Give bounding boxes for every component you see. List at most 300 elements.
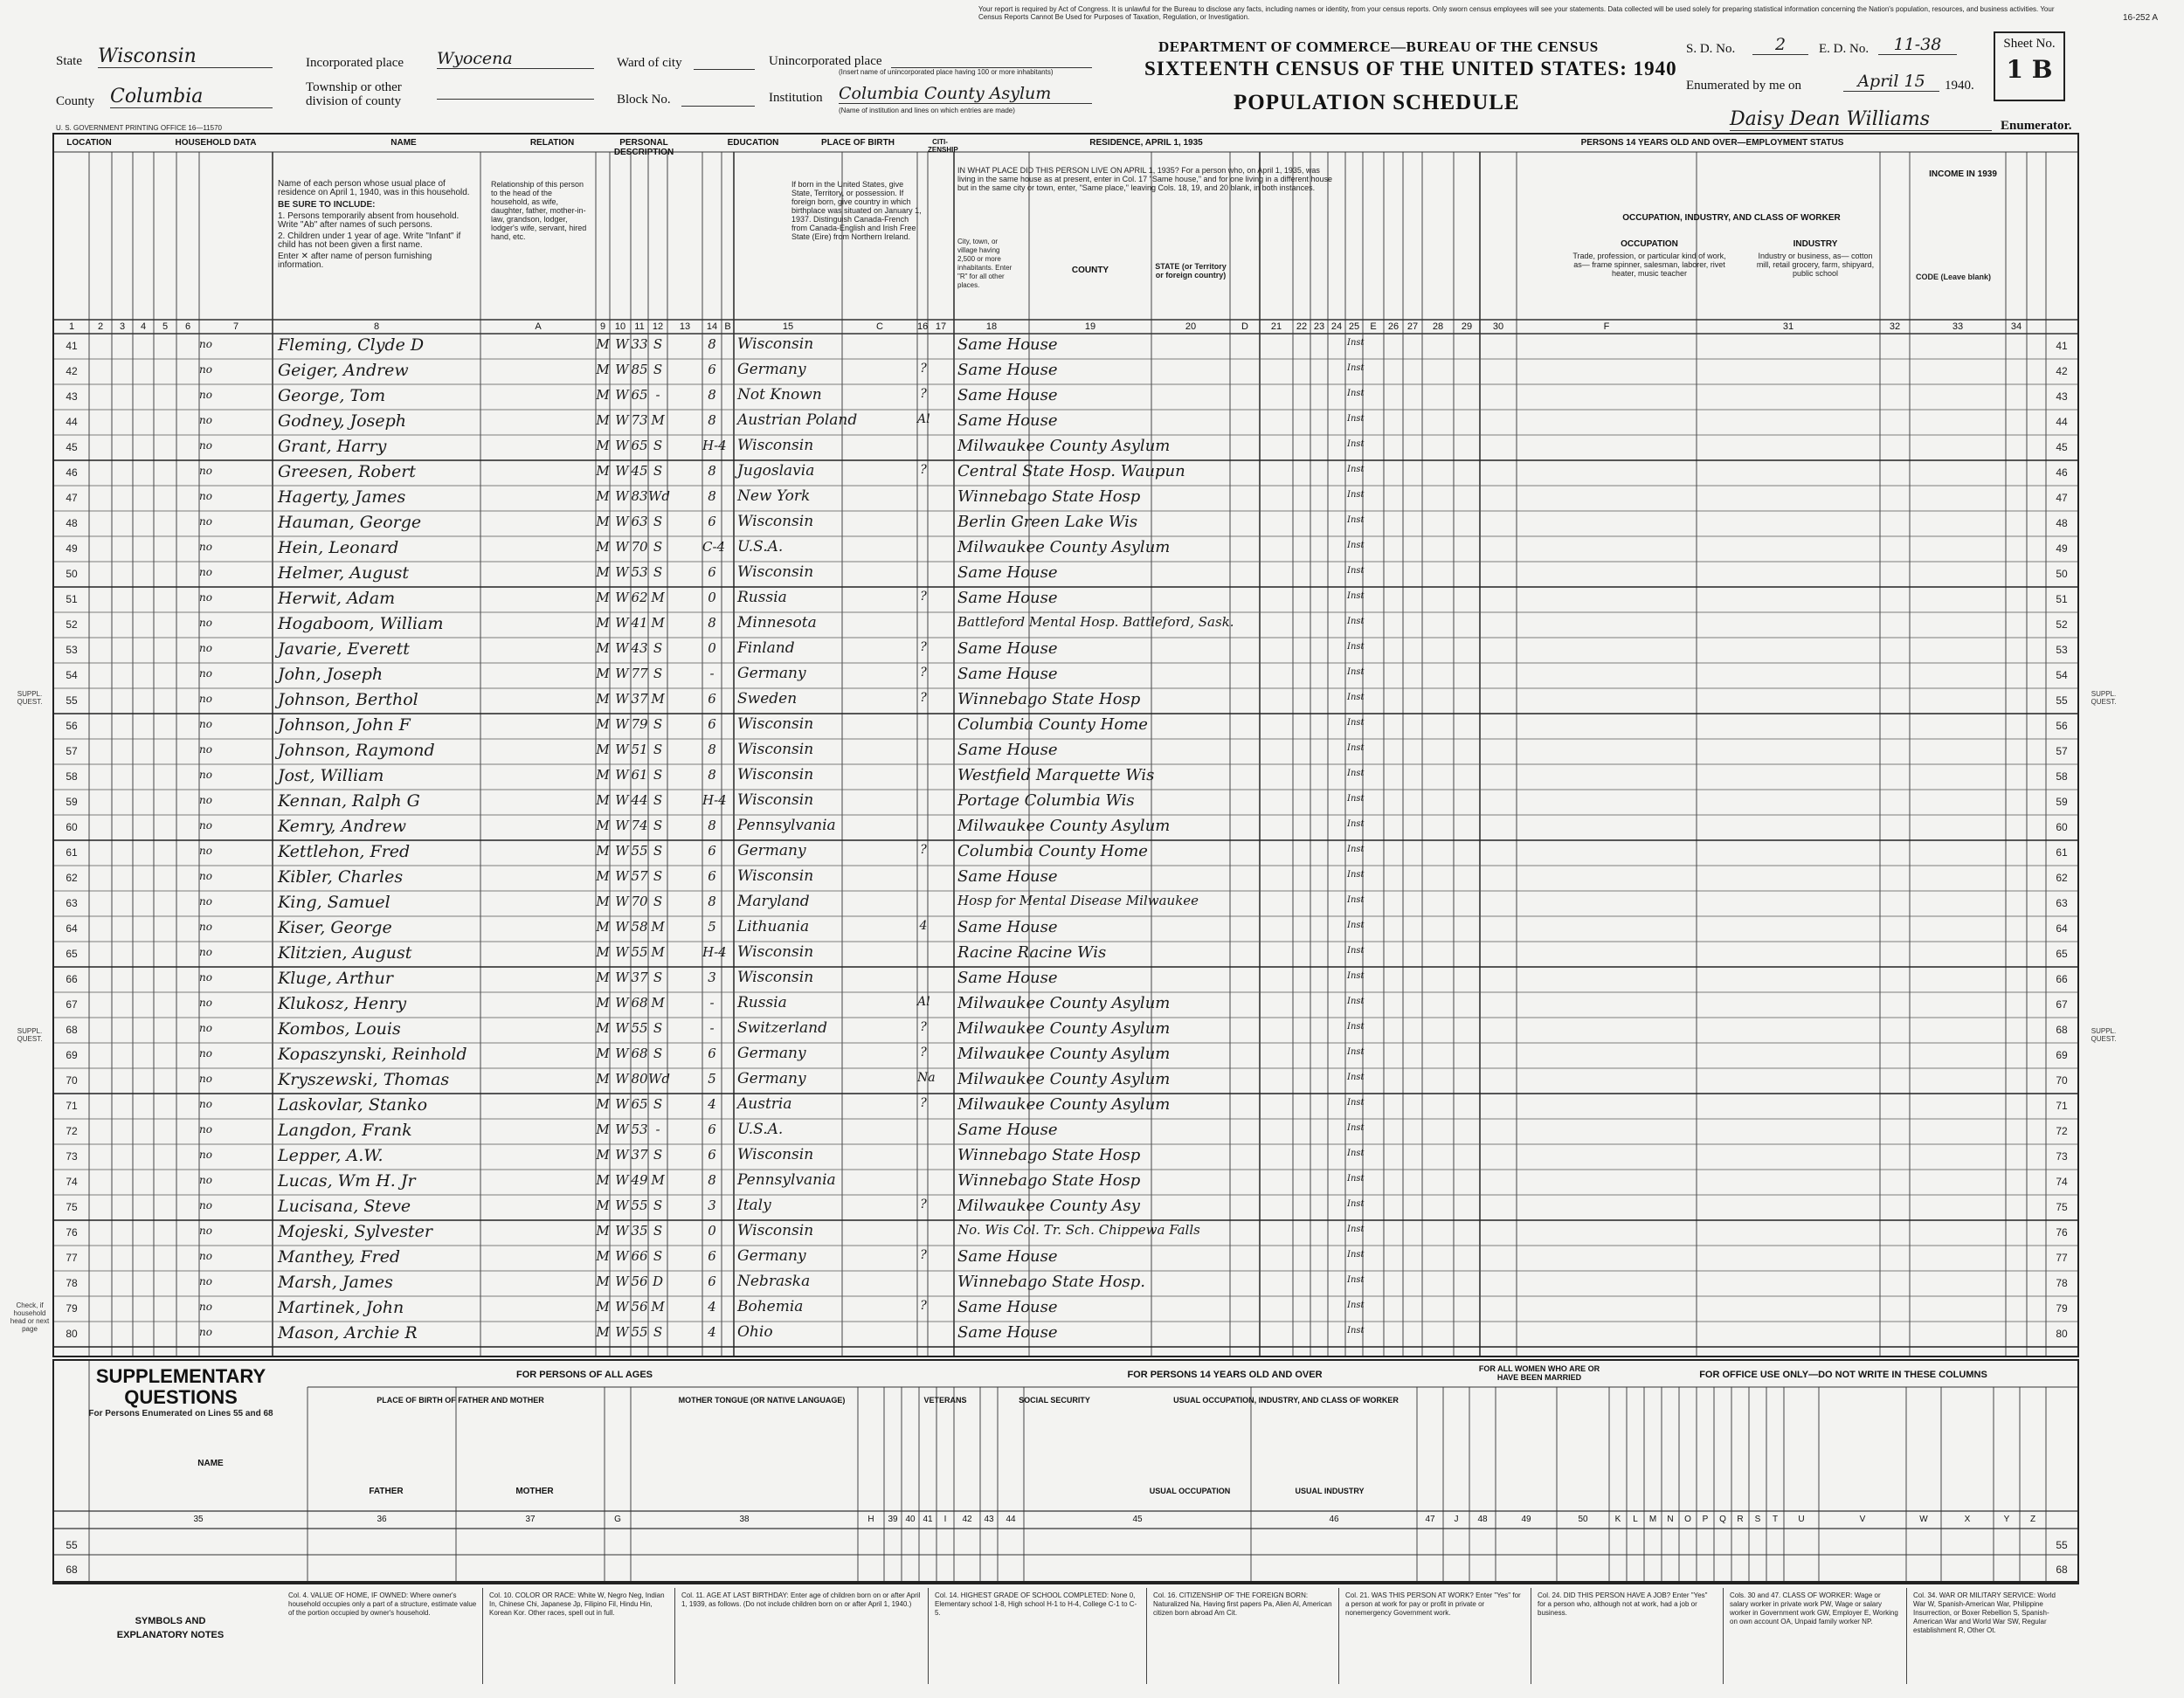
age-value: 37	[631, 691, 648, 707]
citizenship-value: ?	[920, 463, 927, 477]
birthplace-value: Wisconsin	[737, 563, 814, 581]
race-value: W	[615, 615, 629, 631]
sex-value: M	[596, 868, 610, 884]
age-value: 35	[631, 1223, 648, 1239]
footer-divider	[674, 1588, 675, 1684]
age-value: 37	[631, 970, 648, 985]
marital-value: S	[653, 1020, 663, 1036]
birthplace-value: Not Known	[737, 386, 822, 404]
residence-value: Same House	[957, 1298, 1058, 1316]
marital-value: M	[651, 412, 665, 428]
race-value: W	[615, 818, 629, 833]
at-work-value: Inst	[1347, 794, 1365, 804]
line-number-right: 71	[2056, 1100, 2068, 1112]
sex-value: M	[596, 412, 610, 428]
at-work-value: Inst	[1347, 971, 1365, 981]
unincorporated-note: (Insert name of unincorporated place having 100 or more inhabitants)	[839, 68, 1054, 76]
birthplace-value: New York	[737, 487, 811, 505]
marital-value: S	[653, 1223, 663, 1239]
line-number: 48	[66, 517, 78, 529]
age-value: 65	[631, 387, 648, 403]
residence-value: Winnebago State Hosp.	[957, 1273, 1146, 1291]
include-1: 1. Persons temporarily absent from household. Write "Ab" after names of such persons.	[278, 211, 460, 230]
marital-value: S	[653, 868, 663, 884]
at-work-value: Inst	[1347, 1022, 1365, 1032]
city-col-desc: City, town, or village having 2,500 or more inhabitants. Enter "R" for all other places.	[957, 238, 1013, 289]
birthplace-value: Wisconsin	[737, 791, 814, 809]
birthplace-value: Pennsylvania	[737, 1171, 836, 1189]
marital-value: M	[651, 615, 665, 631]
home-farm-value: no	[199, 515, 212, 528]
line-number-right: 58	[2056, 770, 2068, 783]
marital-value: S	[653, 564, 663, 580]
grade-value: 4	[708, 1299, 716, 1315]
line-number-right: 70	[2056, 1074, 2068, 1087]
home-farm-value: no	[199, 870, 212, 882]
residence-value: Westfield Marquette Wis	[957, 766, 1155, 784]
race-value: W	[615, 387, 629, 403]
residence-value: Milwaukee County Asylum	[957, 1095, 1171, 1114]
group-residence: RESIDENCE, APRIL 1, 1935	[1089, 138, 1203, 148]
supp-all-ages: FOR PERSONS OF ALL AGES	[515, 1370, 653, 1380]
home-farm-value: no	[199, 693, 212, 705]
suppl-note-68: SUPPL. QUEST.	[17, 1027, 43, 1043]
birthplace-value: Wisconsin	[737, 867, 814, 885]
column-number: 2	[97, 321, 104, 332]
grade-value: 3	[708, 970, 716, 985]
marital-value: M	[651, 919, 665, 935]
sex-value: M	[596, 1198, 610, 1213]
grade-value: 6	[708, 564, 716, 580]
person-name: Mojeski, Sylvester	[278, 1222, 432, 1241]
birthplace-value: Maryland	[737, 893, 810, 910]
footer-note: Col. 11. AGE AT LAST BIRTHDAY: Enter age of children born on or after April 1, 1939, as follows. (Do not include children born on or after April 1, 1940.)	[681, 1591, 921, 1608]
marital-value: M	[651, 1299, 665, 1315]
township-line	[437, 98, 594, 100]
line-number: 62	[66, 872, 78, 884]
line-number-right: 57	[2056, 745, 2068, 757]
at-work-value: Inst	[1347, 1301, 1365, 1310]
column-number: 14	[706, 321, 718, 332]
line-number: 76	[66, 1226, 78, 1239]
sex-value: M	[596, 488, 610, 504]
column-number: 23	[1313, 321, 1325, 332]
line-number-right: 43	[2056, 390, 2068, 403]
line-number-right: 42	[2056, 365, 2068, 377]
column-number: 10	[614, 321, 626, 332]
footer-note: Col. 4. VALUE OF HOME, IF OWNED: Where owner's household occupies only a part of a structure, estimate value of the portion occupied by owner's household.	[288, 1591, 477, 1617]
supp-line-68-right: 68	[2056, 1563, 2068, 1576]
citizenship-value: ?	[920, 1096, 927, 1110]
supp-column-number: H	[867, 1515, 874, 1524]
marital-value: S	[653, 640, 663, 656]
supplementary-title: SUPPLEMENTARY QUESTIONS	[95, 1365, 266, 1408]
birthplace-value: Jugoslavia	[737, 462, 815, 480]
grade-value: 6	[708, 1122, 716, 1137]
supp-column-number: I	[943, 1515, 947, 1524]
column-number: 19	[1084, 321, 1096, 332]
home-farm-value: no	[199, 895, 212, 908]
person-name: Kopaszynski, Reinhold	[278, 1045, 467, 1064]
age-value: 63	[631, 514, 648, 529]
citizenship-value: ?	[920, 640, 927, 654]
age-value: 73	[631, 412, 648, 428]
footer-divider	[1906, 1588, 1907, 1684]
residence-value: Winnebago State Hosp	[957, 1171, 1141, 1190]
home-farm-value: no	[199, 1174, 212, 1186]
column-number: 7	[232, 321, 239, 332]
home-farm-value: no	[199, 389, 212, 401]
column-number: 20	[1185, 321, 1197, 332]
person-name: Javarie, Everett	[278, 639, 410, 659]
line-number: 54	[66, 669, 78, 681]
residence-value: Milwaukee County Asylum	[957, 1019, 1171, 1038]
person-name: Johnson, Berthol	[278, 690, 418, 709]
person-name: Lepper, A.W.	[278, 1146, 384, 1165]
line-number-right: 60	[2056, 821, 2068, 833]
at-work-value: Inst	[1347, 667, 1365, 677]
grade-value: 8	[708, 742, 716, 757]
age-value: 70	[631, 894, 648, 909]
group-personal: PERSONAL DESCRIPTION	[613, 138, 674, 157]
supp-column-number: Q	[1719, 1515, 1726, 1524]
home-farm-value: no	[199, 1326, 212, 1338]
line-number: 79	[66, 1302, 78, 1315]
column-number: 1	[68, 321, 75, 332]
grade-value: 6	[708, 1046, 716, 1061]
at-work-value: Inst	[1347, 743, 1365, 753]
citizenship-value: ?	[920, 1046, 927, 1060]
at-work-value: Inst	[1347, 515, 1365, 525]
sex-value: M	[596, 792, 610, 808]
line-number: 56	[66, 720, 78, 732]
residence-value: Same House	[957, 411, 1058, 430]
race-value: W	[615, 1172, 629, 1188]
column-number: 15	[782, 321, 794, 332]
line-number-right: 75	[2056, 1201, 2068, 1213]
sex-value: M	[596, 1324, 610, 1340]
supp-column-number: W	[1919, 1515, 1928, 1524]
race-value: W	[615, 640, 629, 656]
residence-value: Columbia County Home	[957, 842, 1148, 860]
line-number-right: 61	[2056, 846, 2068, 859]
institution-note: (Name of institution and lines on which entries are made)	[839, 107, 1015, 114]
line-number-right: 77	[2056, 1252, 2068, 1264]
age-value: 79	[631, 716, 648, 732]
supp-name-label: NAME	[197, 1459, 224, 1468]
main-grid	[52, 133, 2079, 1357]
home-farm-value: no	[199, 338, 212, 350]
group-name: NAME	[390, 138, 417, 148]
birthplace-value: Wisconsin	[737, 1222, 814, 1239]
column-number: 26	[1387, 321, 1400, 332]
form-number: 16-252 A	[2123, 13, 2159, 23]
line-number: 69	[66, 1049, 78, 1061]
race-value: W	[615, 1324, 629, 1340]
home-farm-value: no	[199, 845, 212, 857]
birthplace-value: Bohemia	[737, 1298, 804, 1315]
birth-col-desc: If born in the United States, give State, Territory, or possession. If foreign born, give country in which birthplace was situated on January 1, 1937. Distinguish Canada-French from Canada-English and Irish Free State (Eire) from Northern Ireland.	[791, 180, 922, 241]
supp-usual: USUAL OCCUPATION, INDUSTRY, AND CLASS OF WORKER	[1173, 1396, 1399, 1405]
supp-column-number: Z	[2029, 1515, 2036, 1524]
enumerated-date: April 15	[1843, 72, 1939, 92]
sd-value: 2	[1752, 35, 1808, 55]
residence-value: Berlin Green Lake Wis	[957, 513, 1138, 531]
at-work-value: Inst	[1347, 1149, 1365, 1158]
line-number-right: 47	[2056, 492, 2068, 504]
grade-value: 4	[708, 1324, 716, 1340]
grade-value: 0	[708, 590, 716, 605]
home-farm-value: no	[199, 1073, 212, 1085]
line-number: 75	[66, 1201, 78, 1213]
person-name: Mason, Archie R	[278, 1323, 418, 1343]
marital-value: -	[655, 1122, 660, 1137]
supp-column-number: Y	[2003, 1515, 2010, 1524]
grade-value: 6	[708, 514, 716, 529]
person-name: Kibler, Charles	[278, 867, 404, 887]
grade-value: 3	[708, 1198, 716, 1213]
marital-value: S	[653, 1248, 663, 1264]
person-name: George, Tom	[278, 386, 386, 405]
birthplace-value: Finland	[737, 639, 795, 657]
at-work-value: Inst	[1347, 921, 1365, 930]
relation-col-desc: Relationship of this person to the head of the household, as wife, daughter, father, mother-in-law, grandson, lodger, lodger's wife, servant, hired hand, etc.	[491, 180, 587, 241]
grade-value: 8	[708, 818, 716, 833]
person-name: Jost, William	[278, 766, 384, 785]
line-number-right: 49	[2056, 542, 2068, 555]
line-number-right: 80	[2056, 1328, 2068, 1340]
birthplace-value: Germany	[737, 665, 806, 682]
check-note: Check, if household head or next page	[10, 1301, 50, 1333]
line-number-right: 65	[2056, 948, 2068, 960]
person-name: Helmer, August	[278, 563, 409, 583]
race-value: W	[615, 1248, 629, 1264]
county-value: Columbia	[110, 86, 273, 108]
birthplace-value: Russia	[737, 994, 787, 1011]
footer-note: Col. 21. WAS THIS PERSON AT WORK? Enter "Yes" for a person at work for pay or profit in private or nonemergency Government work.	[1345, 1591, 1521, 1617]
race-value: W	[615, 1299, 629, 1315]
supp-column-number: X	[1964, 1515, 1971, 1524]
marital-value: M	[651, 1172, 665, 1188]
birthplace-value: Wisconsin	[737, 1146, 814, 1163]
column-number: 21	[1270, 321, 1282, 332]
sex-value: M	[596, 944, 610, 960]
marital-value: S	[653, 792, 663, 808]
race-value: W	[615, 1223, 629, 1239]
grade-value: 6	[708, 691, 716, 707]
home-farm-value: no	[199, 1225, 212, 1237]
sex-value: M	[596, 1046, 610, 1061]
person-name: Lucas, Wm H. Jr	[278, 1171, 416, 1191]
residence-value: Same House	[957, 386, 1058, 404]
state-label: State	[56, 54, 82, 68]
home-farm-value: no	[199, 667, 212, 680]
home-farm-value: no	[199, 1022, 212, 1034]
line-number-right: 72	[2056, 1125, 2068, 1137]
incorporated-value: Wyocena	[437, 49, 594, 69]
at-work-value: Inst	[1347, 414, 1365, 424]
industry-col-head: INDUSTRY	[1793, 239, 1838, 249]
age-value: 62	[631, 590, 648, 605]
age-value: 43	[631, 640, 648, 656]
at-work-value: Inst	[1347, 718, 1365, 728]
line-number: 43	[66, 390, 78, 403]
citizenship-value: ?	[920, 1198, 927, 1211]
line-number: 61	[66, 846, 78, 859]
column-number: 5	[162, 321, 169, 332]
supp-social: SOCIAL SECURITY	[1019, 1396, 1090, 1405]
column-number: D	[1241, 321, 1248, 332]
marital-value: S	[653, 767, 663, 783]
supp-column-number: 40	[905, 1515, 916, 1524]
grade-value: 0	[708, 640, 716, 656]
ward-line	[694, 68, 755, 70]
person-name: Klitzien, August	[278, 943, 412, 963]
marital-value: S	[653, 1198, 663, 1213]
citizenship-value: ?	[920, 387, 927, 401]
marital-value: S	[653, 514, 663, 529]
line-number-right: 45	[2056, 441, 2068, 453]
line-number-right: 59	[2056, 796, 2068, 808]
line-number-right: 63	[2056, 897, 2068, 909]
column-number: 17	[935, 321, 947, 332]
column-number: 11	[634, 321, 645, 332]
race-value: W	[615, 767, 629, 783]
race-value: W	[615, 944, 629, 960]
line-number: 72	[66, 1125, 78, 1137]
birthplace-value: Minnesota	[737, 614, 817, 632]
supp-column-number: 35	[193, 1515, 204, 1524]
birthplace-value: Germany	[737, 1247, 806, 1265]
age-value: 58	[631, 919, 648, 935]
race-value: W	[615, 336, 629, 352]
column-number: 29	[1461, 321, 1473, 332]
sex-value: M	[596, 640, 610, 656]
home-farm-value: no	[199, 617, 212, 629]
line-number: 77	[66, 1252, 78, 1264]
person-name: Kluge, Arthur	[278, 969, 393, 988]
at-work-value: Inst	[1347, 845, 1365, 854]
name-desc: Name of each person whose usual place of residence on April 1, 1940, was in this household.	[278, 179, 470, 197]
sex-value: M	[596, 716, 610, 732]
grade-value: 8	[708, 387, 716, 403]
marital-value: S	[653, 1324, 663, 1340]
person-name: Klukosz, Henry	[278, 994, 407, 1013]
ward-label: Ward of city	[617, 56, 682, 70]
age-value: 55	[631, 1020, 648, 1036]
citizenship-value: ?	[920, 590, 927, 604]
line-number-right: 54	[2056, 669, 2068, 681]
line-number: 44	[66, 416, 78, 428]
person-name: King, Samuel	[278, 893, 390, 912]
birthplace-value: Sweden	[737, 690, 798, 708]
enumerated-year: 1940.	[1945, 79, 1974, 93]
sex-value: M	[596, 564, 610, 580]
age-value: 55	[631, 1198, 648, 1213]
supp-column-number: G	[614, 1515, 621, 1524]
person-name: John, Joseph	[278, 665, 384, 684]
race-value: W	[615, 919, 629, 935]
schedule-title: POPULATION SCHEDULE	[1234, 91, 1520, 114]
race-value: W	[615, 1198, 629, 1213]
residence-value: Same House	[957, 563, 1058, 582]
grade-value: 4	[708, 1096, 716, 1112]
line-number-right: 51	[2056, 593, 2068, 605]
county-col-head: COUNTY	[1071, 266, 1109, 275]
grade-value: C-4	[702, 539, 726, 555]
residence-value: Portage Columbia Wis	[957, 791, 1135, 810]
sex-value: M	[596, 894, 610, 909]
birthplace-value: Wisconsin	[737, 766, 814, 783]
at-work-value: Inst	[1347, 541, 1365, 550]
enumerator-label: Enumerator.	[2001, 119, 2072, 133]
age-value: 53	[631, 564, 648, 580]
occupation-col-head: OCCUPATION	[1621, 239, 1678, 249]
column-number: 6	[184, 321, 191, 332]
home-farm-value: no	[199, 1250, 212, 1262]
supp-column-number: M	[1648, 1515, 1657, 1524]
race-value: W	[615, 590, 629, 605]
sex-value: M	[596, 970, 610, 985]
age-value: 55	[631, 1324, 648, 1340]
grade-value: 6	[708, 362, 716, 377]
race-value: W	[615, 843, 629, 859]
line-number-right: 79	[2056, 1302, 2068, 1315]
supp-column-number: 50	[1578, 1515, 1588, 1524]
sex-value: M	[596, 615, 610, 631]
supp-office: FOR OFFICE USE ONLY—DO NOT WRITE IN THESE COLUMNS	[1699, 1370, 1987, 1380]
race-value: W	[615, 438, 629, 453]
residence-value: Winnebago State Hosp	[957, 487, 1141, 506]
home-farm-value: no	[199, 566, 212, 578]
line-number-right: 76	[2056, 1226, 2068, 1239]
supp-column-number: S	[1754, 1515, 1761, 1524]
citizenship-value: ?	[920, 1248, 927, 1262]
citizenship-value: 4	[919, 919, 928, 933]
birthplace-value: Nebraska	[737, 1273, 811, 1290]
at-work-value: Inst	[1347, 439, 1365, 449]
supp-line-68: 68	[66, 1563, 78, 1576]
race-value: W	[615, 666, 629, 681]
residence-value: Same House	[957, 969, 1058, 987]
grade-value: 8	[708, 463, 716, 479]
ed-value: 11-38	[1878, 35, 1957, 55]
footer-note: Col. 10. COLOR OR RACE: White W, Negro Neg, Indian In, Chinese Chi, Japanese Jp, Filipino Fil, Hindu Hin, Korean Kor. Other races, spell out in full.	[489, 1591, 665, 1617]
column-number: 33	[1952, 321, 1964, 332]
home-farm-value: no	[199, 769, 212, 781]
at-work-value: Inst	[1347, 566, 1365, 576]
column-number: E	[1370, 321, 1377, 332]
supp-column-number: N	[1667, 1515, 1674, 1524]
line-number-right: 53	[2056, 644, 2068, 656]
supp-column-number: 49	[1521, 1515, 1531, 1524]
supp-usual-ind: USUAL INDUSTRY	[1295, 1487, 1365, 1495]
occupation-col-desc: Trade, profession, or particular kind of work, as— frame spinner, salesman, laborer, rivet heater, music teacher	[1572, 252, 1726, 278]
at-work-value: Inst	[1347, 693, 1365, 702]
sex-value: M	[596, 539, 610, 555]
column-number: 24	[1330, 321, 1343, 332]
supplementary-section	[52, 1359, 2079, 1583]
birthplace-value: Pennsylvania	[737, 817, 836, 834]
at-work-value: Inst	[1347, 946, 1365, 956]
birthplace-value: Wisconsin	[737, 513, 814, 530]
at-work-value: Inst	[1347, 591, 1365, 601]
suppl-note-55-right: SUPPL. QUEST.	[2091, 690, 2117, 706]
industry-col-desc: Industry or business, as— cotton mill, retail grocery, farm, shipyard, public school	[1756, 252, 1875, 278]
institution-label: Institution	[769, 91, 823, 105]
column-number: 22	[1296, 321, 1308, 332]
column-number: 16	[917, 321, 929, 332]
